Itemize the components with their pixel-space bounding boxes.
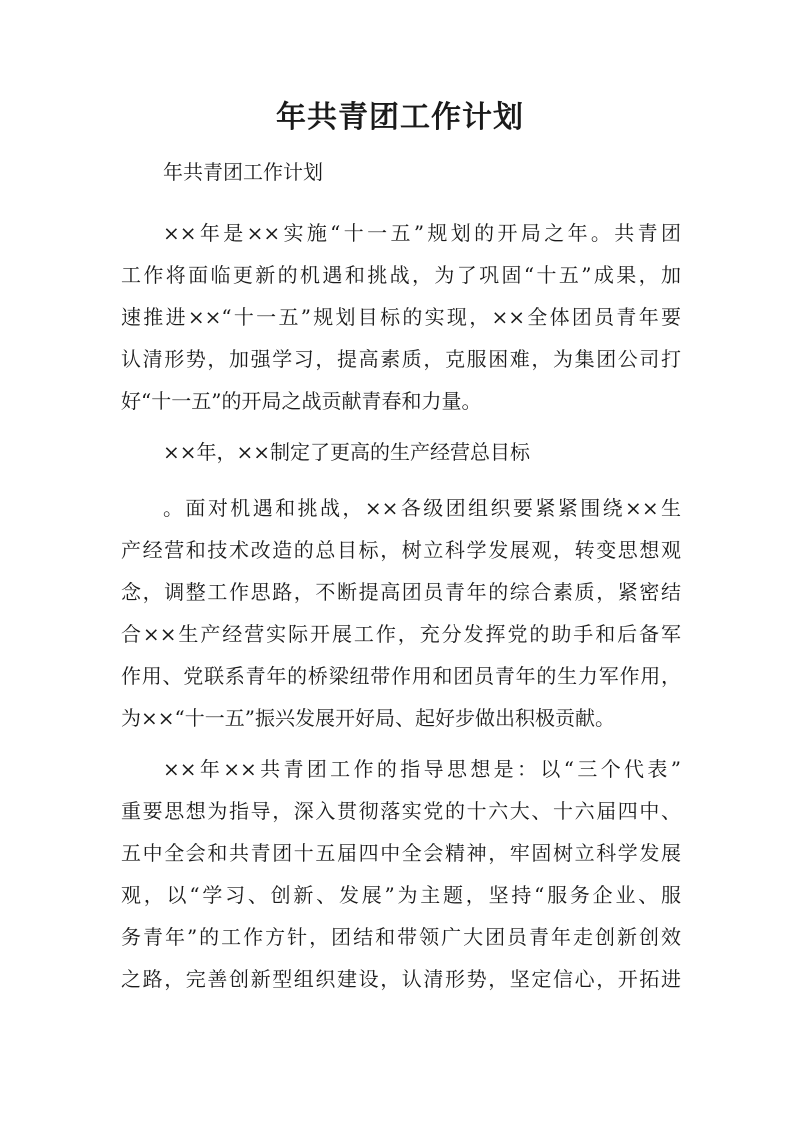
document-title: 年共青团工作计划 (276, 100, 524, 135)
paragraph-3 (121, 748, 681, 1000)
paragraph-1-line-4: 认清形势，加强学习，提高素质，克服困难，为集团公司打 (121, 347, 681, 371)
paragraph-2 (121, 487, 681, 739)
paragraph-1 (121, 212, 681, 422)
paragraph-3-line-4: 观，以“学习、创新、发展”为主题，坚持“服务企业、服 (121, 883, 681, 907)
subtitle-line: 年共青团工作计划 (163, 160, 323, 184)
paragraph-2-line-5: 作用、党联系青年的桥梁纽带作用和团员青年的生力军作用， (121, 664, 681, 688)
paragraph-1-line-2: 工作将面临更新的机遇和挑战，为了巩固“十五”成果，加 (121, 263, 681, 287)
paragraph-1-line-1: ××年是××实施“十一五”规划的开局之年。共青团 (163, 221, 681, 245)
paragraph-2-line-4: 合××生产经营实际开展工作，充分发挥党的助手和后备军 (121, 622, 681, 646)
document-subtitle (121, 151, 681, 193)
paragraph-2-line-6: 为××“十一五”振兴发展开好局、起好步做出积极贡献。 (121, 706, 615, 730)
paragraph-1-line-5: 好“十一五”的开局之战贡献青春和力量。 (121, 389, 482, 413)
paragraph-3-line-1: ××年××共青团工作的指导思想是：以“三个代表” (163, 757, 681, 781)
paragraph-1-line-3: 速推进××“十一五”规划目标的实现，××全体团员青年要 (121, 305, 681, 329)
paragraph-3-line-5: 务青年”的工作方针，团结和带领广大团员青年走创新创效 (121, 925, 681, 949)
heading-2-line: ××年，××制定了更高的生产经营总目标 (163, 440, 531, 464)
paragraph-3-line-6: 之路，完善创新型组织建设，认清形势，坚定信心，开拓进 (121, 967, 681, 991)
paragraph-2-line-1: 。面对机遇和挑战，××各级团组织要紧紧围绕××生 (163, 496, 681, 520)
heading-2 (121, 431, 681, 473)
paragraph-3-line-3: 五中全会和共青团十五届四中全会精神，牢固树立科学发展 (121, 841, 681, 865)
paragraph-2-line-2: 产经营和技术改造的总目标，树立科学发展观，转变思想观 (121, 538, 681, 562)
paragraph-2-line-3: 念，调整工作思路，不断提高团员青年的综合素质，紧密结 (121, 580, 681, 604)
paragraph-3-line-2: 重要思想为指导，深入贯彻落实党的十六大、十六届四中、 (121, 799, 681, 823)
